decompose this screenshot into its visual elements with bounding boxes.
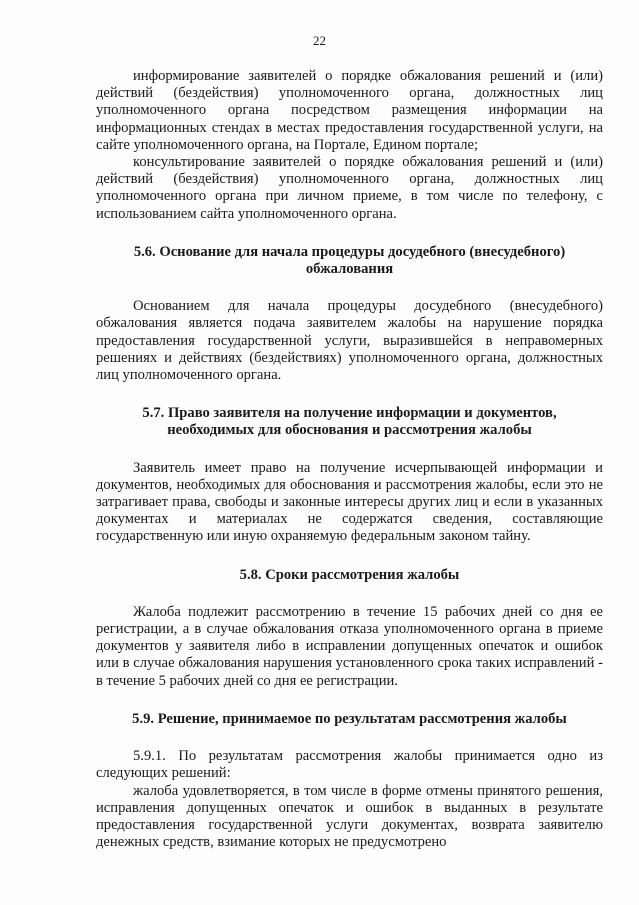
section-5-7-paragraph: Заявитель имеет право на получение исчерпывающей информации и документов, необходимых для обоснования и рассмотрения жалобы, если это не затрагивает права, свободы и законные интересы других лиц и если в указанных документах и материалах не содержатся сведения, составляющие государственную или иную охраняемую федеральным законом тайну.: [96, 459, 603, 545]
section-5-8-paragraph: Жалоба подлежит рассмотрению в течение 15 рабочих дней со дня ее регистрации, а в случае обжалования отказа уполномоченного органа в приеме документов у заявителя либо в исправлении допущенных опечаток и ошибок или в случае обжалования нарушения установленного срока таких исправлений - в течение 5 рабочих дней со дня ее регистрации.: [96, 603, 603, 689]
page-number: 22: [313, 33, 326, 48]
section-heading-5-9: 5.9. Решение, принимаемое по результатам рассмотрения жалобы: [132, 710, 567, 727]
paragraph-consulting: консультирование заявителей о порядке обжалования решений и (или) действий (бездействия) уполномоченного органа, должностных лиц уполномоченного органа при личном приеме, в том числе по телефону, с использованием сайта уполномоченного органа.: [96, 154, 603, 222]
document-body: [96, 68, 603, 851]
section-5-9-paragraph-1: 5.9.1. По результатам рассмотрения жалобы принимается одно из следующих решений:: [96, 748, 603, 782]
section-5-9-paragraph-2: жалоба удовлетворяется, в том числе в форме отмены принятого решения, исправления допущенных опечаток и ошибок в выданных в результате предоставления государственной услуги документах, возврата заявителю денежных средств, взимание которых не предусмотрено: [96, 782, 603, 851]
section-5-6-paragraph: Основанием для начала процедуры досудебного (внесудебного) обжалования является подача заявителем жалобы на нарушение порядка предоставления государственной услуги, выразившейся в неправомерных решениях и действиях (бездействиях) уполномоченного органа, должностных лиц уполномоченного органа.: [96, 298, 603, 384]
section-heading-5-8: 5.8. Сроки рассмотрения жалобы: [239, 566, 460, 583]
paragraph-informing: информирование заявителей о порядке обжалования решений и (или) действий (бездействия) уполномоченного органа, должностных лиц уполномоченного органа посредством размещения информации на информационных стендах в местах предоставления государственной услуги, на сайте уполномоченного органа, на Портале, Едином портале;: [96, 68, 603, 153]
section-heading-5-6: 5.6. Основание для начала процедуры досудебного (внесудебного) обжалования: [133, 243, 566, 278]
section-heading-5-7: 5.7. Право заявителя на получение информации и документов, необходимых для обоснования и рассмотрения жалобы: [142, 405, 557, 439]
